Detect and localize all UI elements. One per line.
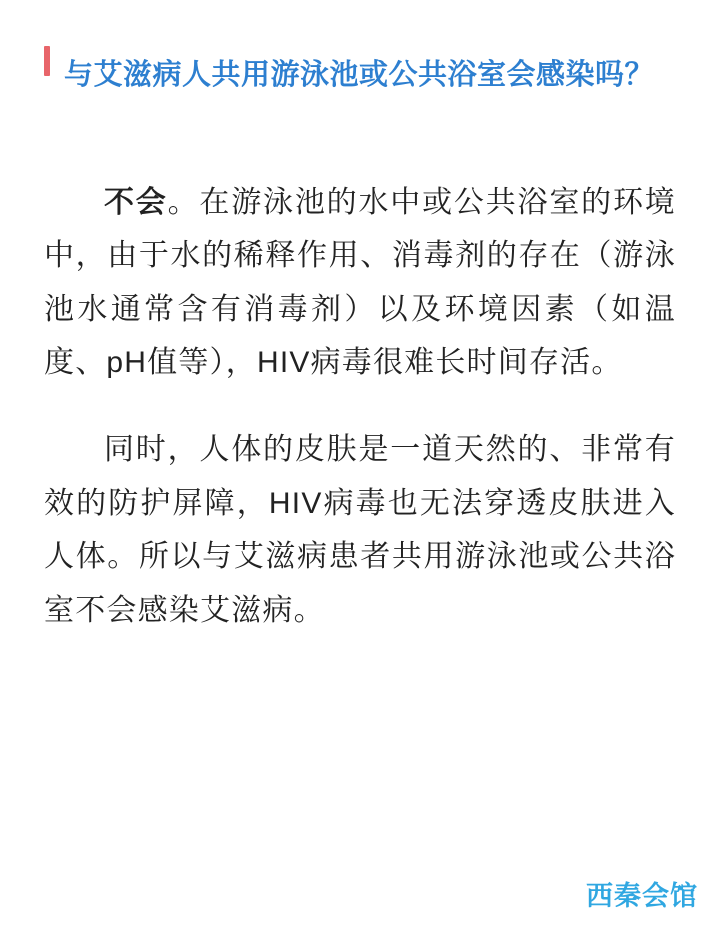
paragraph-2 [44, 423, 676, 637]
paragraph-1-body: 。在游泳池的水中或公共浴室的环境中，由于水的稀释作用、消毒剂的存在（游泳池水通常含有消毒剂）以及环境因素（如温度、pH值等），HIV病毒很难长时间存活。 [44, 185, 676, 379]
title-accent-bar [44, 46, 50, 76]
page-title: 与艾滋病人共用游泳池或公共浴室会感染吗？ [64, 59, 655, 92]
paragraph-1 [44, 176, 676, 390]
site-watermark: 西秦会馆 [586, 881, 698, 911]
paragraph-1-lead: 不会 [104, 185, 168, 219]
paragraph-2-body: 同时，人体的皮肤是一道天然的、非常有效的防护屏障，HIV病毒也无法穿透皮肤进入人体。所以与艾滋病患者共用游泳池或公共浴室不会感染艾滋病。 [44, 433, 676, 627]
article-title-block [44, 34, 676, 118]
